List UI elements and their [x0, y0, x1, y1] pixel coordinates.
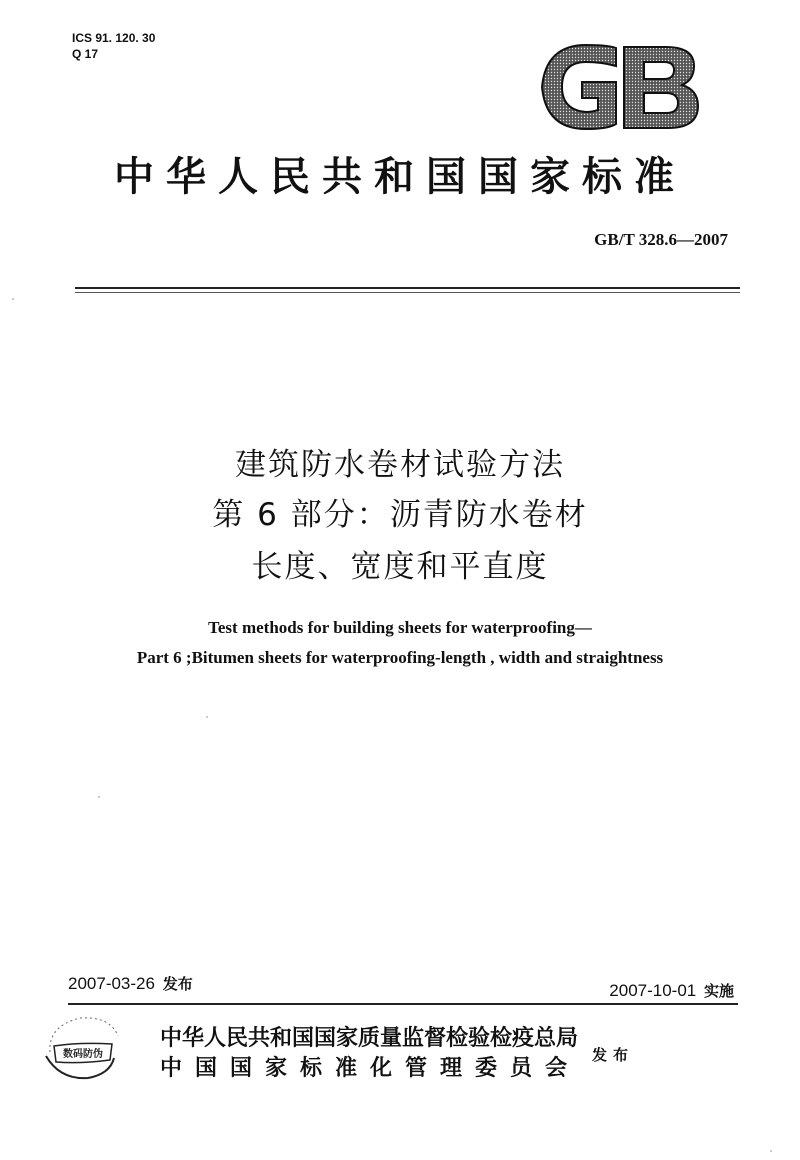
classification-codes	[72, 30, 155, 62]
gb-logo	[538, 44, 700, 130]
standard-title: 中华人民共和国国家标准	[114, 153, 686, 200]
stamp-text: 数码防伪	[63, 1049, 103, 1060]
scan-speck	[12, 298, 14, 300]
title-cn-line1: 建筑防水卷材试验方法	[235, 447, 565, 483]
issuer-line1: 中华人民共和国国家质量监督检验检疫总局	[160, 1025, 579, 1051]
scan-speck	[98, 796, 100, 798]
title-en-line2: Part 6 ;Bitumen sheets for waterproofing-length , width and straightness	[136, 648, 664, 667]
title-cn-line2: 第 6 部分：沥青防水卷材	[212, 497, 588, 533]
implement-date-block	[609, 980, 734, 1001]
standard-number: GB/T 328.6—2007	[594, 230, 728, 249]
header-divider	[75, 287, 740, 289]
scan-speck	[770, 1150, 772, 1152]
anti-counterfeit-stamp	[40, 1012, 124, 1084]
header-divider-thin	[75, 292, 740, 293]
scan-speck	[206, 716, 208, 718]
ics-code: ICS 91. 120. 30	[72, 31, 156, 45]
title-en-line1: Test methods for building sheets for waterproofing—	[208, 618, 592, 637]
issue-date: 2007-03-26	[68, 974, 155, 993]
class-code: Q 17	[72, 47, 99, 61]
issue-date-label: 发布	[162, 975, 193, 993]
issuer-line2: 中国国家标准化管理委员会	[160, 1055, 581, 1081]
footer-divider	[68, 1003, 738, 1005]
issue-date-block	[68, 973, 193, 994]
issuers-label: 发布	[592, 1046, 635, 1064]
implement-date: 2007-10-01	[609, 981, 697, 1000]
title-cn-line3: 长度、宽度和平直度	[251, 549, 549, 585]
implement-date-label: 实施	[703, 982, 734, 1000]
